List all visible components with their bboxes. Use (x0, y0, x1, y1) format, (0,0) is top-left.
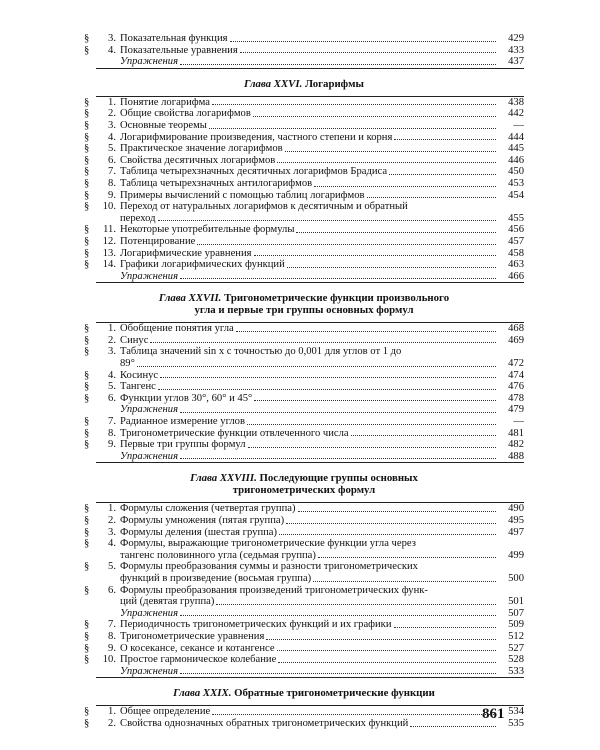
toc-entry[interactable] (84, 224, 524, 236)
exercises-entry[interactable] (84, 451, 524, 463)
entry-number: 3. (108, 119, 116, 131)
entry-title: Практическое значение логарифмов (120, 143, 283, 155)
toc-entry[interactable] (84, 45, 524, 57)
entry-title: Первые три группы формул (120, 439, 246, 451)
toc-entry[interactable] (84, 538, 524, 561)
entry-title: Логарифмирование произведения, частного степени и корня (120, 131, 393, 143)
chapter-title: Последующие группы основных (259, 472, 418, 485)
entry-page: 507 (508, 607, 524, 619)
separator-line (96, 68, 524, 69)
entry-page: 450 (508, 166, 524, 178)
entry-title: Таблица четырехзначных антилогарифмов (120, 177, 313, 189)
section-mark: § (84, 189, 90, 201)
entry-page: 479 (508, 404, 524, 416)
toc-entry[interactable] (84, 132, 524, 144)
entry-title: Тригонометрические функции отвлеченного числа (120, 427, 349, 439)
entry-title: Формулы преобразования суммы и разности тригонометрических (120, 561, 418, 573)
entry-title: Периодичность тригонометрических функций и их графики (120, 619, 392, 631)
entry-page: 453 (508, 177, 524, 189)
entry-page: 481 (508, 427, 524, 439)
entry-page: 476 (508, 381, 524, 393)
exercises-entry[interactable] (84, 666, 524, 678)
toc-entry[interactable] (84, 166, 524, 178)
entry-title: Формулы сложения (четвертая группа) (120, 503, 296, 515)
section-mark: § (84, 334, 90, 346)
entry-number: 5. (108, 561, 116, 573)
entry-number: 8. (108, 177, 116, 189)
entry-number: 1. (108, 323, 116, 335)
chapter-number: Глава XXVIII. (190, 472, 257, 485)
entry-page: 442 (508, 108, 524, 120)
entry-title: Логарифмические уравнения (120, 247, 252, 259)
entry-number: 2. (108, 108, 116, 120)
toc-entry[interactable] (84, 515, 524, 527)
entry-page: 512 (508, 630, 524, 642)
entry-title: Графики логарифмических функций (120, 259, 285, 271)
toc-entry[interactable] (84, 428, 524, 440)
section-mark: § (84, 515, 90, 526)
page-number: 861 (482, 706, 505, 722)
toc-entry[interactable] (84, 155, 524, 167)
toc-entry[interactable] (84, 439, 524, 451)
table-of-contents (84, 33, 524, 730)
entry-title: Формулы преобразования произведений тригонометрических функ- (120, 584, 428, 596)
toc-entry[interactable] (84, 335, 524, 347)
entry-number: 4. (108, 131, 116, 143)
entry-number: 1. (108, 706, 116, 718)
entry-number: 7. (108, 619, 116, 631)
entry-page: 499 (508, 549, 524, 561)
entry-title: Простое гармоническое колебание (120, 654, 277, 666)
toc-entry[interactable] (84, 585, 524, 608)
entry-title: Переход от натуральных логарифмов к десятичным и обратный (120, 201, 408, 213)
entry-page: 535 (508, 717, 524, 729)
entry-number: 10. (102, 654, 116, 666)
toc-entry[interactable] (84, 33, 524, 45)
toc-entry[interactable] (84, 190, 524, 202)
entry-title: Свойства десятичных логарифмов (120, 154, 276, 166)
entry-title: Формулы, выражающие тригонометрические функции угла через (120, 538, 416, 550)
entry-number: 8. (108, 427, 116, 439)
section-mark: § (84, 630, 90, 642)
section-mark: § (84, 717, 90, 729)
entry-page: 469 (508, 334, 524, 346)
entry-page: 456 (508, 224, 524, 236)
entry-number: 6. (108, 392, 116, 404)
chapter-heading (84, 292, 524, 316)
entry-number: 3. (108, 346, 116, 358)
entry-page: 457 (508, 235, 524, 247)
toc-entry[interactable] (84, 236, 524, 248)
toc-entry[interactable] (84, 527, 524, 539)
entry-page: 437 (508, 56, 524, 68)
toc-entry[interactable] (84, 619, 524, 631)
entry-number: 10. (102, 201, 116, 213)
entry-number: 3. (108, 526, 116, 538)
exercises-entry[interactable] (84, 271, 524, 283)
entry-title: О косекансе, секансе и котангенсе (120, 642, 275, 654)
entry-page: 490 (508, 503, 524, 515)
entry-page: 533 (508, 665, 524, 677)
section-mark: § (84, 706, 90, 718)
section-mark: § (84, 619, 90, 631)
entry-number: 11. (103, 224, 116, 236)
section-mark: § (84, 416, 90, 428)
chapter-title: Обратные тригонометрические функции (234, 687, 435, 700)
section-mark: § (84, 584, 90, 596)
section-mark: § (84, 439, 90, 451)
entry-page: 468 (508, 323, 524, 335)
entry-number: 13. (102, 247, 116, 259)
entry-title: Тригонометрические уравнения (120, 630, 265, 642)
toc-entry[interactable] (84, 393, 524, 405)
entry-number: 9. (108, 189, 116, 201)
entry-title-cont: функций в произведение (восьмая группа) (120, 572, 312, 584)
entry-number: 2. (108, 515, 116, 526)
entry-title: Упражнения (120, 270, 179, 282)
separator-line (96, 462, 524, 463)
entry-title: Упражнения (120, 607, 179, 619)
entry-number: 5. (108, 143, 116, 155)
entry-title: Таблица значений sin x с точностью до 0,001 для углов от 1 до (120, 346, 402, 358)
entry-page: 528 (508, 654, 524, 666)
exercises-entry[interactable] (84, 404, 524, 416)
section-mark: § (84, 224, 90, 236)
entry-number: 14. (102, 259, 116, 271)
section-mark: § (84, 154, 90, 166)
section-mark: § (84, 201, 90, 213)
entry-title-cont: 89° (120, 358, 135, 370)
toc-entry[interactable] (84, 718, 524, 730)
section-mark: § (84, 177, 90, 189)
entry-title: Таблица четырехзначных десятичных логарифмов Брадиса (120, 166, 388, 178)
section-mark: § (84, 346, 90, 358)
toc-entry[interactable] (84, 561, 524, 584)
entry-title: Функции углов 30°, 60° и 45° (120, 392, 253, 404)
toc-entry[interactable] (84, 248, 524, 260)
entry-page: 509 (508, 619, 524, 631)
entry-title: Примеры вычислений с помощью таблиц логарифмов (120, 189, 365, 201)
section-mark: § (84, 561, 90, 573)
entry-page: 472 (508, 358, 524, 370)
exercises-entry[interactable] (84, 608, 524, 620)
section-mark: § (84, 369, 90, 381)
section-mark: § (84, 235, 90, 247)
entry-page: 534 (508, 706, 524, 718)
entry-number: 5. (108, 381, 116, 393)
entry-number: 4. (108, 44, 116, 56)
section-mark: § (84, 654, 90, 666)
entry-title-cont: переход (120, 212, 156, 224)
chapter-title: Тригонометрические функции произвольного (224, 292, 450, 305)
toc-entry[interactable] (84, 120, 524, 132)
entry-title: Синус (120, 334, 149, 346)
section-mark: § (84, 247, 90, 259)
section-mark: § (84, 538, 90, 550)
section-mark: § (84, 108, 90, 120)
section-mark: § (84, 392, 90, 404)
chapter-title: Логарифмы (304, 77, 364, 90)
entry-page: 497 (508, 526, 524, 538)
entry-page: 433 (508, 44, 524, 56)
entry-page: 474 (508, 369, 524, 381)
entry-title: Общее определение (120, 706, 211, 718)
entry-title: Понятие логарифма (120, 96, 210, 108)
entry-number: 12. (102, 235, 116, 247)
entry-page: 445 (508, 143, 524, 155)
entry-number: 4. (108, 369, 116, 381)
chapter-title-line2: угла и первые три группы основных формул (194, 304, 414, 317)
section-mark: § (84, 427, 90, 439)
toc-entry[interactable] (84, 201, 524, 224)
entry-page: 466 (508, 270, 524, 282)
toc-entry[interactable] (84, 416, 524, 428)
entry-number: 2. (108, 334, 116, 346)
toc-entry[interactable] (84, 97, 524, 109)
entry-number: 7. (108, 166, 116, 178)
entry-number: 1. (108, 503, 116, 515)
chapter-heading (84, 687, 524, 699)
entry-page: — (513, 119, 524, 131)
entry-title: Формулы умножения (пятая группа) (120, 515, 285, 526)
section-mark: § (84, 642, 90, 654)
entry-number: 6. (108, 154, 116, 166)
section-mark: § (84, 323, 90, 335)
chapter-number: Глава XXVI. (244, 77, 303, 90)
entry-page: 454 (508, 189, 524, 201)
chapter-heading (84, 78, 524, 90)
entry-title-cont: тангенс половинного угла (седьмая группа) (120, 549, 316, 561)
section-mark: § (84, 131, 90, 143)
toc-entry[interactable] (84, 503, 524, 515)
toc-entry[interactable] (84, 381, 524, 393)
entry-title: Показательные уравнения (120, 44, 238, 56)
entry-title: Свойства однозначных обратных тригонометрических функций (120, 717, 409, 729)
chapter-heading (84, 472, 524, 496)
toc-entry[interactable] (84, 346, 524, 369)
section-mark: § (84, 526, 90, 538)
chapter-number: Глава XXIX. (173, 687, 232, 700)
toc-entry[interactable] (84, 706, 524, 718)
toc-entry[interactable] (84, 631, 524, 643)
entry-page: 463 (508, 259, 524, 271)
entry-title: Тангенс (120, 381, 156, 393)
entry-title: Косинус (120, 369, 159, 381)
entry-number: 6. (108, 584, 116, 596)
entry-title: Показательная функция (120, 33, 228, 44)
section-mark: § (84, 96, 90, 108)
entry-page: 501 (508, 596, 524, 608)
entry-page: 429 (508, 33, 524, 44)
separator-line (96, 282, 524, 283)
toc-entry[interactable] (84, 143, 524, 155)
entry-page: 478 (508, 392, 524, 404)
entry-title: Упражнения (120, 665, 179, 677)
section-mark: § (84, 44, 90, 56)
entry-title: Упражнения (120, 450, 179, 462)
toc-entry[interactable] (84, 323, 524, 335)
toc-entry[interactable] (84, 108, 524, 120)
separator-line (96, 677, 524, 678)
entry-page: 446 (508, 154, 524, 166)
section-mark: § (84, 119, 90, 131)
entry-number: 9. (108, 642, 116, 654)
section-mark: § (84, 166, 90, 178)
entry-title: Некоторые употребительные формулы (120, 224, 295, 236)
toc-entry[interactable] (84, 370, 524, 382)
chapter-title-line2: тригонометрических формул (232, 484, 376, 497)
entry-number: 4. (108, 538, 116, 550)
entry-page: 488 (508, 450, 524, 462)
chapter-number: Глава XXVII. (158, 292, 222, 305)
section-mark: § (84, 259, 90, 271)
entry-number: 2. (108, 717, 116, 729)
entry-number: 3. (108, 33, 116, 44)
section-mark: § (84, 143, 90, 155)
entry-title: Упражнения (120, 56, 179, 68)
entry-number: 9. (108, 439, 116, 451)
entry-title: Обобщение понятия угла (120, 323, 234, 335)
section-mark: § (84, 503, 90, 515)
toc-entry[interactable] (84, 654, 524, 666)
entry-page: 527 (508, 642, 524, 654)
entry-title: Потенцирование (120, 235, 196, 247)
entry-title-cont: ций (девятая группа) (120, 596, 215, 608)
entry-page: 495 (508, 515, 524, 526)
entry-number: 8. (108, 630, 116, 642)
entry-page: 438 (508, 96, 524, 108)
exercises-entry[interactable] (84, 56, 524, 68)
toc-entry[interactable] (84, 259, 524, 271)
entry-number: 1. (108, 96, 116, 108)
entry-page: 500 (508, 572, 524, 584)
entry-number: 7. (108, 416, 116, 428)
entry-title: Общие свойства логарифмов (120, 108, 251, 120)
entry-page: 458 (508, 247, 524, 259)
entry-page: — (513, 416, 524, 428)
section-mark: § (84, 381, 90, 393)
entry-page: 482 (508, 439, 524, 451)
entry-page: 455 (508, 212, 524, 224)
entry-title: Радианное измерение углов (120, 416, 245, 428)
entry-title: Упражнения (120, 404, 179, 416)
toc-entry[interactable] (84, 643, 524, 655)
section-mark: § (84, 33, 90, 44)
entry-title: Формулы деления (шестая группа) (120, 526, 278, 538)
entry-page: 444 (508, 131, 524, 143)
toc-entry[interactable] (84, 178, 524, 190)
entry-title: Основные теоремы (120, 119, 207, 131)
